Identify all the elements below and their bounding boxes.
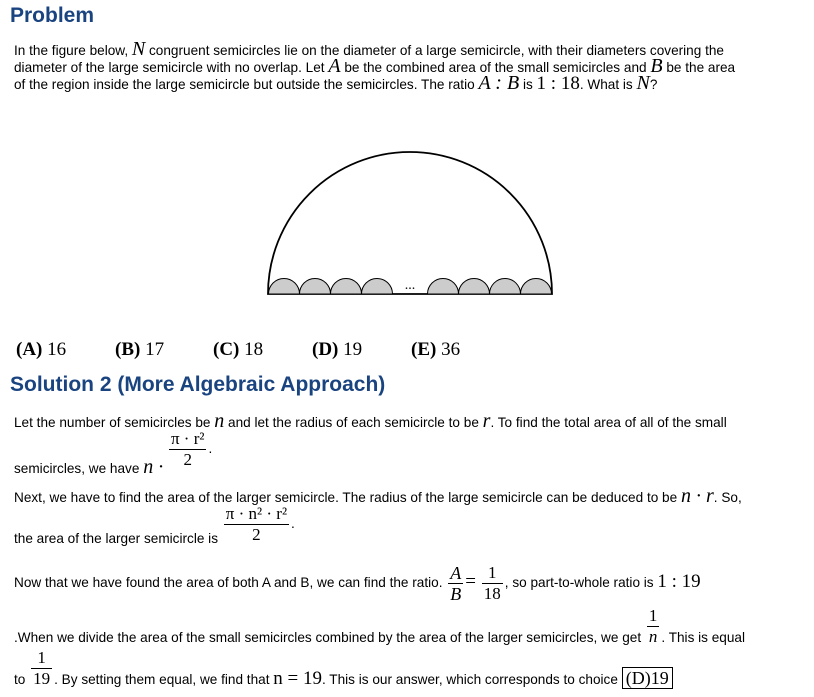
choice-d: (D) 19 <box>312 339 363 360</box>
solution-line-3: Next, we have to find the area of the larger semicircle. The radius of the large semicircle can be deduced to be n · r. So, <box>14 485 742 507</box>
solution-line-7: to $\frac{1}{19}$ . By setting them equal, we find that n = 19. This is our answer, which corresponds to choice (D)19 <box>14 648 673 689</box>
choice-e: (E) 36 <box>411 339 461 360</box>
fraction-one-over-nineteen: $\frac{1}{19}$ <box>33 648 51 688</box>
choice-b: (B) 17 <box>115 339 165 360</box>
fraction-one-over-n: $\frac{1}{n}$ <box>648 606 658 646</box>
problem-heading: Problem <box>10 4 95 27</box>
solution-line-5: Now that we have found the area of both A and B, we can find the ratio. $\frac{A}{B}$ = $\frac{1}{18}$ , so part-to-whole ratio is 1 : 19 <box>14 563 701 604</box>
choice-a: (A) 16 <box>16 339 67 360</box>
fraction-large-area: $\frac{\text{π · n² · r²}}{2}$ <box>225 504 288 544</box>
solution-heading: Solution 2 (More Algebraic Approach) <box>10 373 386 396</box>
fraction-one-over-eighteen: $\frac{1}{18}$ <box>483 563 501 603</box>
ellipsis-label: ... <box>404 278 416 293</box>
large-semicircle <box>268 152 552 294</box>
solution-line-1: Let the number of semicircles be n and let the radius of each semicircle to be r. To find the total area of all of the small <box>14 410 727 432</box>
final-answer-box: (D)19 <box>622 667 673 689</box>
solution-line-4: the area of the larger semicircle is $\frac{\text{π · n² · r²}}{2}$ . <box>14 504 295 547</box>
fraction-a-over-b: $\frac{A}{B}$ <box>450 563 462 604</box>
choice-c: (C) 18 <box>213 339 264 360</box>
solution-line-2: semicircles, we have n · $\frac{\text{π · r²}}{2}$ . <box>14 429 213 479</box>
solution-line-6: .When we divide the area of the small semicircles combined by the area of the larger semicircles, we get $\frac{1}{n}$ . This is equal <box>14 606 746 646</box>
fraction-small-area: $\frac{\text{π · r²}}{2}$ <box>170 429 205 469</box>
